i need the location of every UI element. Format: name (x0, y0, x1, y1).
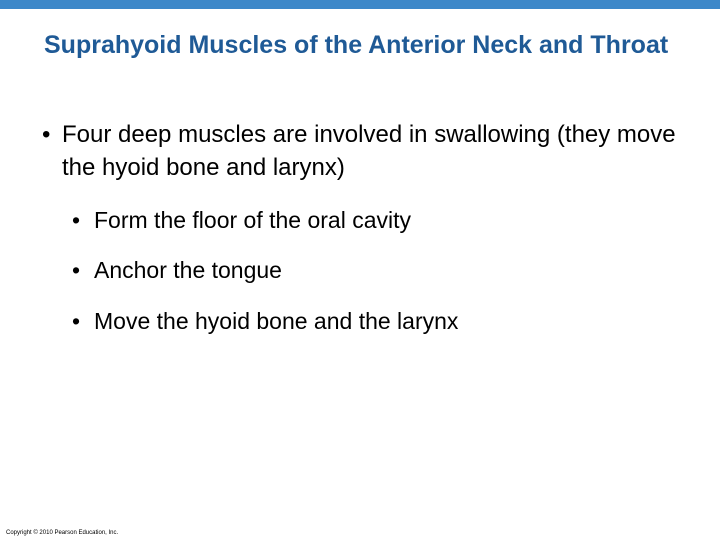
copyright-notice: Copyright © 2010 Pearson Education, Inc. (6, 530, 119, 536)
bullet-marker: • (42, 121, 51, 148)
bullet-marker: • (72, 308, 81, 334)
sub-bullet (72, 256, 282, 284)
slide-title: Suprahyoid Muscles of the Anterior Neck and Throat (44, 31, 669, 59)
top-accent-bar (0, 0, 720, 9)
bullet-marker: • (72, 257, 81, 283)
bullet-marker: • (72, 207, 81, 233)
sub-bullet (72, 307, 458, 335)
sub-bullet-text: Move the hyoid bone and the larynx (94, 308, 459, 334)
sub-bullet (72, 206, 411, 234)
main-bullet (42, 118, 692, 184)
sub-bullet-text: Anchor the tongue (94, 257, 282, 283)
sub-bullet-text: Form the floor of the oral cavity (94, 207, 412, 233)
main-bullet-text: Four deep muscles are involved in swallowing (they move the hyoid bone and larynx) (62, 121, 676, 181)
